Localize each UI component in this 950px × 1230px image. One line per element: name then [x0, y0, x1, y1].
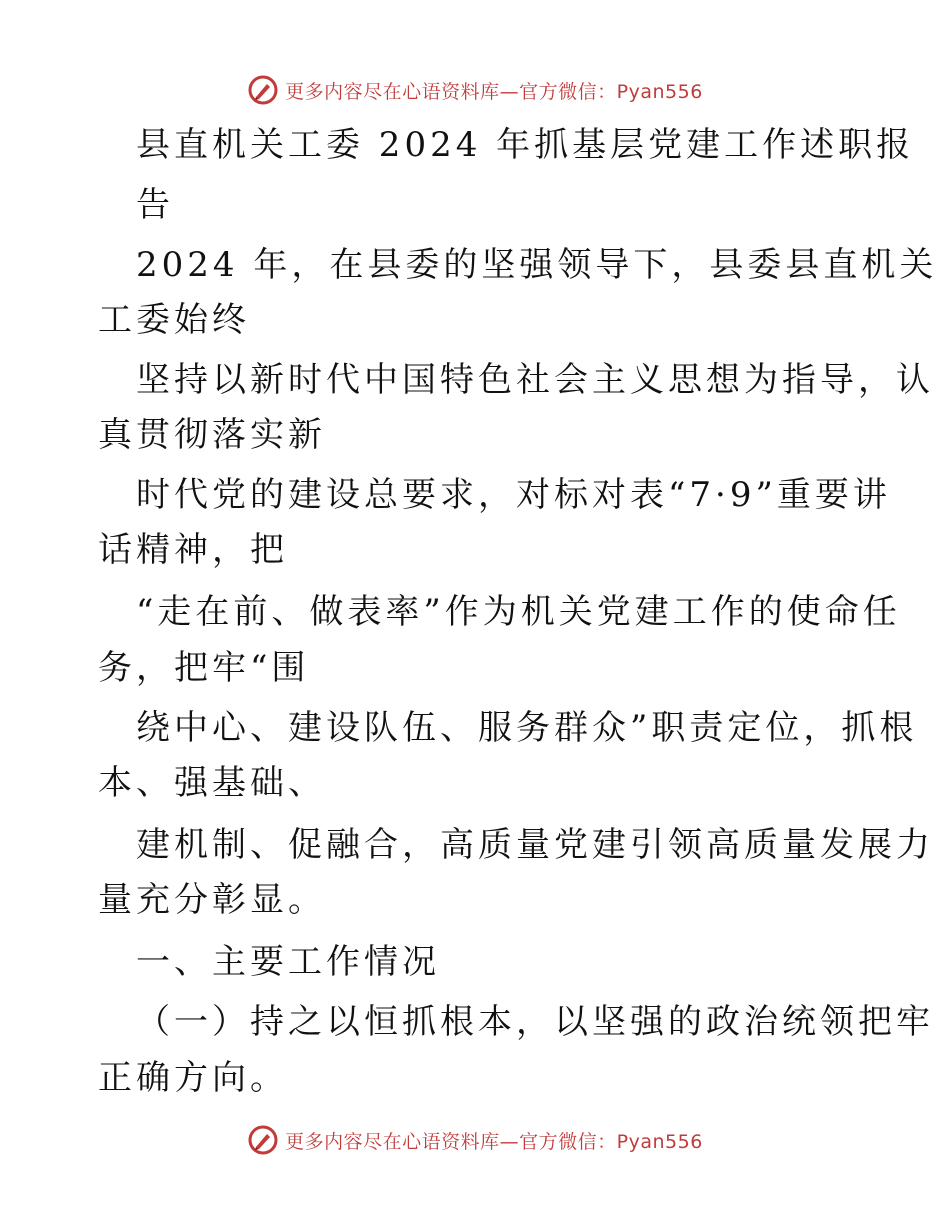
footer-watermark: [0, 1120, 950, 1160]
paragraph-line: 本、强基础、: [98, 763, 326, 803]
subsection-heading: （一）持之以恒抓根本，以坚强的政治统领把牢: [136, 1002, 934, 1042]
watermark-text: 更多内容尽在心语资料库—官方微信：Pyan556: [285, 80, 703, 103]
paragraph-line: 工委始终: [98, 300, 250, 340]
paragraph-line: 时代党的建设总要求，对标对表“7·9”重要讲: [136, 475, 891, 515]
paragraph-line: 真贯彻落实新: [98, 415, 326, 455]
paragraph-line: 建机制、促融合，高质量党建引领高质量发展力: [136, 825, 934, 865]
paragraph-line: 绕中心、建设队伍、服务群众”职责定位，抓根: [136, 708, 918, 748]
paragraph-line: 话精神，把: [98, 530, 288, 570]
title-line-2: 告: [136, 185, 174, 225]
paragraph-line: 2024 年，在县委的坚强领导下，县委县直机关: [136, 245, 938, 285]
subsection-heading-cont: 正确方向。: [98, 1058, 288, 1098]
section-heading: 一、主要工作情况: [136, 942, 440, 982]
paragraph-line: “走在前、做表率”作为机关党建工作的使命任: [136, 592, 901, 632]
paragraph-line: 务，把牢“围: [98, 648, 310, 688]
watermark-text: 更多内容尽在心语资料库—官方微信：Pyan556: [285, 1130, 703, 1153]
paragraph-line: 量充分彰显。: [98, 880, 326, 920]
paragraph-line: 坚持以新时代中国特色社会主义思想为指导，认: [136, 360, 934, 400]
pen-logo-icon: [247, 1124, 279, 1156]
title-line-1: 县直机关工委 2024 年抓基层党建工作述职报: [136, 125, 915, 165]
